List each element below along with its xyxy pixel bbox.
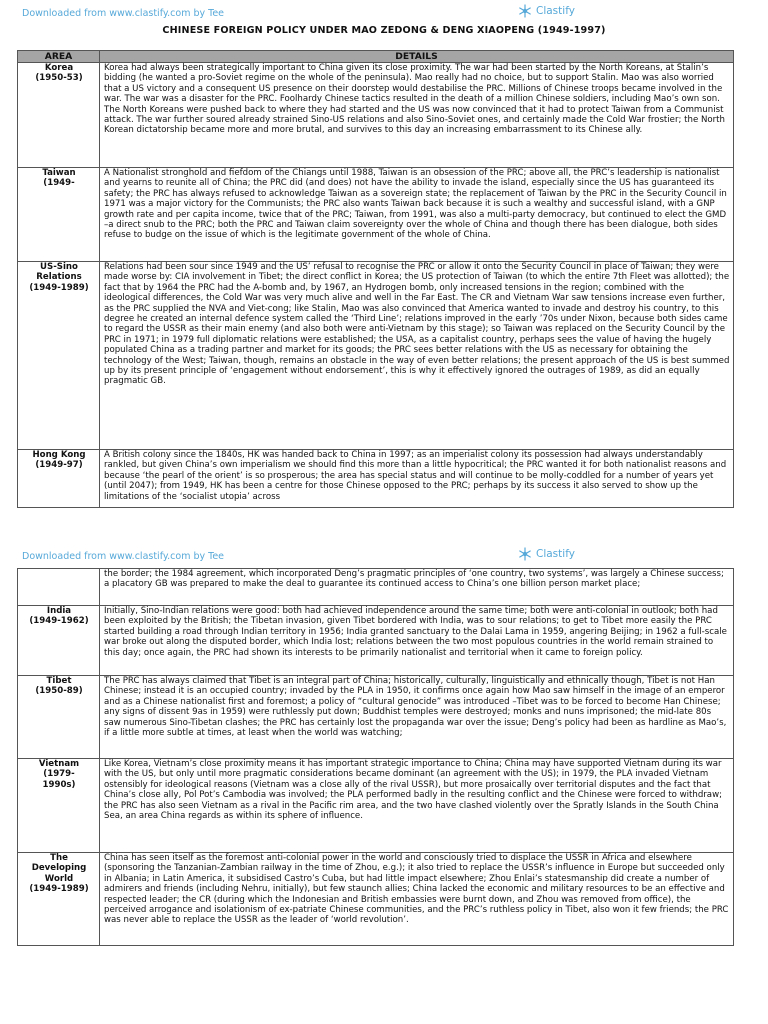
row-area-continued [18, 569, 100, 606]
brand-name: Clastify [536, 5, 575, 17]
brand-logo-page-2[interactable] [518, 547, 575, 561]
brand-logo[interactable] [518, 4, 575, 18]
table-row [18, 569, 734, 606]
table-row [18, 606, 734, 676]
download-notice[interactable]: Downloaded from www.clastify.com by Tee [22, 8, 225, 19]
column-header-details: DETAILS [100, 51, 734, 63]
table-row [18, 853, 734, 946]
row-details-hong-kong: A British colony since the 1840s, HK was handed back to China in 1997; as an imperialist colony its possession had always understandably rankled, but given China’s own imperialism we should find this more than a little hypocritical; the PRC wanted it for both nationalist reasons and because ‘the pearl of the orient’ is so prosperous; the area has special status and will continue to be molly-coddled for a number of years yet (until 2047); from 1949, HK has been a centre for those Chinese opposed to the PRC; perhaps by its success it also served to show up the limitations of the ‘socialist utopia’ across [100, 450, 734, 508]
table-row [18, 262, 734, 450]
row-area-taiwan: Taiwan (1949- [18, 168, 100, 262]
row-details-us-sino: Relations had been sour since 1949 and the US’ refusal to recognise the PRC or allow it onto the Security Council in place of Taiwan; they were made worse by: CIA involvement in Tibet; the direct conflict in Korea; the US protection of Taiwan (to which the entire 7th Fleet was allotted); the fact that by 1964 the PRC had the A-bomb and, by 1967, an Hydrogen bomb, only increased tensions in the region; combined with the ideological differences, the Cold War was very much alive and well in the Far East. The CR and Vietnam War saw tensions increase even further, as the PRC supplied the NVA and Viet-cong; like Stalin, Mao was also convinced that America wanted to invade and destroy his country, to this degree he created an internal defence system called the ‘Third Line’; relations improved in the early ’70s under Nixon, because both sides came to regard the USSR as their main enemy (and also both were anti-Vietnam by this stage); so Taiwan was replaced on the Security Council by the PRC in 1971; in 1979 full diplomatic relations were established; the USA, as a capitalist country, perhaps sees the value of having the hugely populated China as a trading partner and market for its goods; the PRC sees better relations with the US as necessary for obtaining the technology of the West; Taiwan, though, remains an obstacle in the way of even better relations; the present approach of the US is best summed up by its present principle of ‘engagement without endorsement’, this is why it effectively ignored the outrages of 1989, as did an equally pragmatic GB. [100, 262, 734, 450]
row-details-korea: Korea had always been strategically important to China given its close proximity. The war had been started by the North Koreans, at Stalin’s bidding (he wanted a pro-Soviet regime on the whole of the peninsula). Mao really had no choice, but to support Stalin. Mao was also worried that a US victory and a consequent US presence on their doorstep would destabilise the PRC. Millions of Chinese troops became involved in the war. The war was a disaster for the PRC. Foolhardy Chinese tactics resulted in the death of a million Chinese soldiers, including Mao’s own son. The North Koreans were pushed back to where they had started and the US was now convinced that it had to protect Taiwan from a Communist attack. The war further soured already strained Sino-US relations and also Sino-Soviet ones, and certainly made the Cold War frostier; the North Korean dictatorship became more and more brutal, and survives to this day an increasing embarrassment to its Chinese ally. [100, 63, 734, 168]
row-area-developing-world: The Developing World (1949-1989) [18, 853, 100, 946]
row-area-korea: Korea (1950-53) [18, 63, 100, 168]
policy-table-page-2 [17, 568, 734, 946]
snowflake-icon [518, 547, 532, 561]
table-header-row [18, 51, 734, 63]
row-details-india: Initially, Sino-Indian relations were good: both had achieved independence around the same time; both were anti-colonial in outlook; both had been exploited by the British; the Tibetan invasion, given Tibet bordered with India, was to sour relations; to get to Tibet more easily the PRC started building a road through Indian territory in 1956; India granted sanctuary to the Dalai Lama in 1959, angering Beijing; in 1962 a full-scale war broke out along the disputed border, which India lost; relations between the two most populous countries in the world remain strained to this day; once again, the PRC had shown its interests to be primarily nationalist and territorial when it came to foreign policy. [100, 606, 734, 676]
table-row [18, 168, 734, 262]
table-row [18, 450, 734, 508]
document-title: CHINESE FOREIGN POLICY UNDER MAO ZEDONG & DENG XIAOPENG (1949-1997) [162, 25, 606, 36]
download-notice-page-2[interactable]: Downloaded from www.clastify.com by Tee [22, 551, 225, 562]
row-details-hong-kong-continued: the border; the 1984 agreement, which incorporated Deng’s pragmatic principles of ‘one country, two systems’, was largely a Chinese success; a placatory GB was prepared to make the deal to guarantee its continued access to China’s one billion person market place; [100, 569, 734, 606]
row-area-us-sino: US-Sino Relations (1949-1989) [18, 262, 100, 450]
brand-name: Clastify [536, 548, 575, 560]
row-details-vietnam: Like Korea, Vietnam’s close proximity means it has important strategic importance to China; China may have supported Vietnam during its war with the US, but only until more pragmatic considerations became dominant (an agreement with the US); in 1979, the PLA invaded Vietnam ostensibly for ideological reasons (Vietnam was a close ally of the rival USSR), but more prosaically over territorial disputes and the fact that China’s close ally, Pol Pot’s Cambodia was involved; the PLA performed badly in the resulting conflict and the Chinese were forced to withdraw; the PRC has also seen Vietnam as a rival in the Pacific rim area, and the two have clashed violently over the Spratly Islands in the South China Sea, an area China regards as within its sphere of influence. [100, 759, 734, 853]
column-header-area: AREA [18, 51, 100, 63]
row-details-tibet: The PRC has always claimed that Tibet is an integral part of China; historically, culturally, linguistically and ethnically though, Tibet is not Han Chinese; instead it is an occupied country; invaded by the PLA in 1950, it confirms once again how Mao saw himself in the image of an emperor and as a Chinese nationalist first and foremost; a policy of “cultural genocide” was introduced –Tibet was to be forced to become Han Chinese; any signs of dissent 9as in 1959) were ruthlessly put down; Buddhist temples were destroyed; monks and nuns imprisoned; the mid-late 80s saw numerous Sino-Tibetan clashes; the PRC has certainly lost the propaganda war over the issue; Deng’s policy had been as hardline as Mao’s, if a little more subtle at times, at least when the world was watching; [100, 676, 734, 759]
row-area-india: India (1949-1962) [18, 606, 100, 676]
table-row [18, 759, 734, 853]
table-row [18, 63, 734, 168]
row-area-vietnam: Vietnam (1979- 1990s) [18, 759, 100, 853]
row-details-developing-world: China has seen itself as the foremost anti-colonial power in the world and consciously tried to displace the USSR in Africa and elsewhere (sponsoring the Tanzanian-Zambian railway in the time of Zhou, e.g.); it also tried to replace the USSR’s influence in Europe but succeeded only in Albania; in Latin America, it subsidised Castro’s Cuba, but had little impact elsewhere; Zhou Enlai’s statesmanship did create a number of admirers and friends (including Nehru, initially), but few staunch allies; China lacked the economic and military resources to be an effective and respected leader; the CR (during which the Indonesian and British embassies were burnt down, and Zhou was removed from office), the perceived arrogance and isolationism of ex-patriate Chinese communities, and the PRC’s ruthless policy in Tibet, also won it few friends; the PRC was never able to replace the USSR as the leader of ‘world revolution’. [100, 853, 734, 946]
policy-table-page-1 [17, 50, 734, 508]
table-row [18, 676, 734, 759]
row-area-hong-kong: Hong Kong (1949-97) [18, 450, 100, 508]
snowflake-icon [518, 4, 532, 18]
row-area-tibet: Tibet (1950-89) [18, 676, 100, 759]
row-details-taiwan: A Nationalist stronghold and fiefdom of the Chiangs until 1988, Taiwan is an obsession of the PRC; above all, the PRC’s leadership is nationalist and yearns to reunite all of China; the PRC did (and does) not have the ability to invade the island, especially since the US has guaranteed its safety; the PRC has always refused to acknowledge Taiwan as a sovereign state; the replacement of Taiwan by the PRC in the Security Council in 1971 was a major victory for the Communists; the PRC also wants Taiwan back because it is such a wealthy and successful island, with a GNP growth rate and per capita income, twice that of the PRC; Taiwan, from 1991, was also a multi-party democracy, but continued to elect the GMD –a direct snub to the PRC; both the PRC and Taiwan claim sovereignty over the whole of China and though there has been dialogue, both sides refuse to budge on the issue of which is the legitimate government of the whole of China. [100, 168, 734, 262]
